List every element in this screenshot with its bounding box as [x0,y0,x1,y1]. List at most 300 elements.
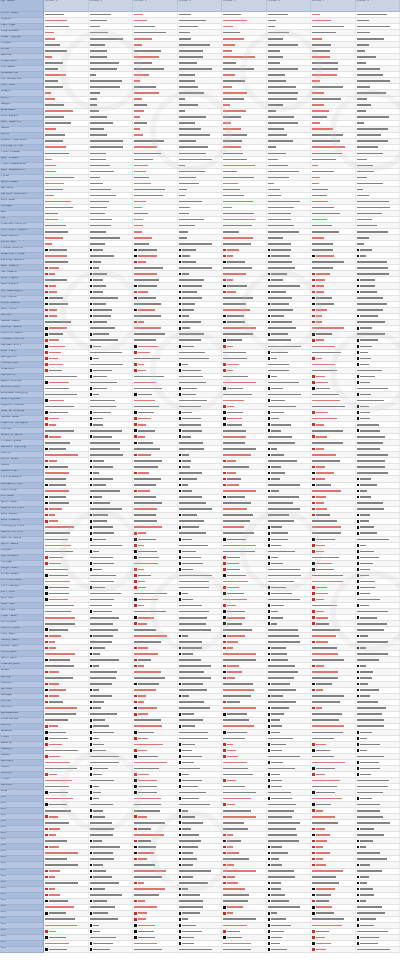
cell-text [134,949,162,951]
cell-text [90,454,123,456]
cell-text [90,490,120,492]
feature-marker-icon [268,526,271,529]
row-label: End [0,893,44,899]
cell-text [93,291,103,293]
cell-text [357,460,385,462]
cell-text [360,327,372,329]
feature-marker-icon [312,508,315,511]
cell-text [134,689,156,691]
cell-text [179,110,185,112]
cell-text [223,629,252,631]
row-label: Airbags [0,205,44,211]
cell-text [179,32,190,34]
cell-text [223,551,255,553]
cell-text [360,406,369,408]
cell-text [138,430,155,432]
cell-text [360,418,370,420]
cell-text [223,225,252,227]
feature-marker-icon [268,749,271,752]
cell-text [357,44,369,46]
feature-marker-icon [45,592,48,595]
feature-marker-icon [268,773,271,776]
cell-text [90,213,105,215]
cell-text [271,388,283,390]
feature-marker-icon [45,556,48,559]
feature-marker-icon [357,405,360,408]
cell-text [179,587,209,589]
cell-text [271,943,280,945]
cell-text [93,798,99,800]
cell-text [268,906,300,908]
feature-marker-icon [179,779,182,782]
row-label: End [0,844,44,850]
feature-marker-icon [90,315,93,318]
row-label: Verdict [0,706,44,712]
cell-text [271,563,283,565]
cell-text [357,816,383,818]
cell-text [268,201,300,203]
feature-marker-icon [90,948,93,951]
column-header[interactable]: Column 4 [178,0,223,12]
cell-text [227,912,233,914]
row-label: Width [0,97,44,103]
feature-marker-icon [45,267,48,270]
cell-text [45,581,70,583]
column-header[interactable]: Column 7 [311,0,356,12]
cell-text [357,472,388,474]
cell-text [182,786,198,788]
cell-text [271,774,280,776]
row-label: Alternative [0,718,44,724]
cell-text [357,388,388,390]
cell-text [49,382,69,384]
cell-text [271,532,288,534]
feature-marker-icon [45,520,48,523]
cell-text [268,225,294,227]
row-label: Engine [0,18,44,24]
cell-text [45,44,60,46]
row-label: Armrest [0,549,44,555]
feature-marker-icon [223,743,226,746]
feature-marker-icon [134,586,137,589]
cell-text [90,68,117,70]
cell-text [90,364,123,366]
cell-text [182,388,197,390]
feature-marker-icon [134,665,137,668]
cell-text [134,122,147,124]
feature-marker-icon [312,538,315,541]
feature-marker-icon [134,285,137,288]
cell-text [182,490,192,492]
cell-text [271,780,282,782]
cell-text [134,195,163,197]
feature-marker-icon [179,743,182,746]
feature-marker-icon [223,279,226,282]
cell-text [90,297,118,299]
cell-text [49,339,59,341]
table-cell [311,947,356,953]
cell-text [179,677,211,679]
cell-text [179,219,204,221]
feature-marker-icon [134,604,137,607]
cell-text [134,563,158,565]
cell-text [45,653,75,655]
cell-text [360,532,377,534]
cell-text [357,26,390,28]
cell-text [360,768,380,770]
cell-text [45,122,71,124]
cell-text [223,86,232,88]
cell-text [312,50,330,52]
cell-text [271,412,284,414]
cell-text [134,80,140,82]
feature-marker-icon [357,544,360,547]
cell-text [45,237,63,239]
cell-text [227,460,236,462]
cell-text [268,104,283,106]
cell-text [268,701,296,703]
row-label: Heated seats [0,320,44,326]
feature-marker-icon [134,924,137,927]
cell-text [312,110,329,112]
row-label: Top speed [0,66,44,72]
feature-marker-icon [268,375,271,378]
cell-text [138,738,148,740]
feature-marker-icon [90,520,93,523]
column-header[interactable]: Column 6 [267,0,312,12]
feature-marker-icon [223,846,226,849]
feature-marker-icon [268,411,271,414]
feature-marker-icon [223,423,226,426]
cell-text [179,38,191,40]
cell-text [268,502,293,504]
column-header[interactable]: Column 8 [356,0,400,12]
row-label: Paddle shifters [0,507,44,513]
feature-marker-icon [223,363,226,366]
row-label: Colours [0,772,44,778]
cell-text [134,50,161,52]
cell-text [312,460,340,462]
feature-marker-icon [134,363,137,366]
feature-marker-icon [312,743,315,746]
cell-text [93,816,105,818]
cell-text [223,442,245,444]
row-label: Options [0,688,44,694]
cell-text [312,364,335,366]
cell-text [90,110,99,112]
feature-marker-icon [45,791,48,794]
cell-text [316,339,324,341]
feature-marker-icon [134,840,137,843]
cell-text [271,430,281,432]
cell-text [360,376,375,378]
cell-text [316,376,325,378]
feature-marker-icon [179,761,182,764]
cell-text [93,412,111,414]
cell-text [312,653,338,655]
cell-text [316,641,328,643]
cell-text [182,593,188,595]
feature-marker-icon [179,556,182,559]
cell-text [93,888,105,890]
row-label: End [0,808,44,814]
cell-text [223,394,252,396]
feature-marker-icon [179,942,182,945]
cell-text [357,333,385,335]
cell-text [182,653,193,655]
cell-text [90,599,114,601]
cell-text [316,273,330,275]
cell-text [312,701,340,703]
cell-text [93,900,107,902]
cell-text [182,744,195,746]
row-label: Updated [0,730,44,736]
cell-text [360,520,369,522]
feature-marker-icon [90,478,93,481]
cell-text [357,725,384,727]
row-label: Consumption [0,72,44,78]
cell-text [312,738,334,740]
cell-text [90,140,123,142]
feature-marker-icon [45,647,48,650]
column-header[interactable]: Column 5 [222,0,267,12]
row-label: Tyre pressure [0,476,44,482]
cell-text [179,86,198,88]
cell-text [138,713,148,715]
cell-text [134,653,158,655]
cell-text [179,50,203,52]
cell-text [179,267,212,269]
cell-text [49,460,57,462]
feature-marker-icon [45,731,48,734]
feature-marker-icon [90,333,93,336]
cell-text [316,255,334,257]
feature-marker-icon [357,882,360,885]
feature-marker-icon [268,532,271,535]
cell-text [90,575,116,577]
feature-marker-icon [134,454,137,457]
cell-text [138,346,158,348]
cell-text [271,937,282,939]
cell-text [134,822,165,824]
cell-text [357,219,372,221]
feature-marker-icon [223,936,226,939]
cell-text [357,436,385,438]
cell-text [357,153,383,155]
cell-text [312,56,330,58]
feature-marker-icon [45,466,48,469]
feature-marker-icon [223,249,226,252]
feature-marker-icon [268,900,271,903]
cell-text [182,309,194,311]
cell-text [360,430,380,432]
feature-marker-icon [90,502,93,505]
cell-text [223,153,243,155]
feature-marker-icon [45,460,48,463]
cell-text [138,925,155,927]
cell-text [357,424,379,426]
column-header[interactable]: Column 2 [89,0,134,12]
feature-marker-icon [357,761,360,764]
cell-text [45,472,69,474]
cell-text [45,810,71,812]
feature-marker-icon [268,315,271,318]
cell-text [182,846,198,848]
feature-marker-icon [312,562,315,565]
feature-marker-icon [223,460,226,463]
cell-text [227,611,245,613]
cell-text [182,828,191,830]
cell-text [179,333,204,335]
feature-marker-icon [45,912,48,915]
cell-text [223,925,247,927]
column-header[interactable]: Column 1 [44,0,89,12]
feature-marker-icon [179,526,182,529]
cell-text [138,545,144,547]
cell-text [138,569,144,571]
cell-text [223,689,254,691]
cell-text [90,171,114,173]
cell-text [271,291,286,293]
feature-marker-icon [90,610,93,613]
row-label: Tech pack [0,633,44,639]
feature-marker-icon [312,598,315,601]
row-label: Blind spot [0,241,44,247]
column-header[interactable]: Column 3 [133,0,178,12]
feature-marker-icon [357,647,360,650]
cell-text [45,38,55,40]
cell-text [45,207,73,209]
cell-text [227,882,238,884]
cell-text [90,134,107,136]
cell-text [268,382,299,384]
feature-marker-icon [268,538,271,541]
cell-text [134,520,157,522]
cell-text [179,575,212,577]
feature-marker-icon [268,333,271,336]
cell-text [316,840,327,842]
feature-marker-icon [223,779,226,782]
cell-text [223,68,254,70]
cell-text [45,822,69,824]
cell-text [45,406,74,408]
row-label: Style pack [0,651,44,657]
cell-text [357,611,388,613]
feature-marker-icon [45,333,48,336]
cell-text [268,146,276,148]
cell-text [312,605,337,607]
feature-marker-icon [45,755,48,758]
table-cell [267,947,312,953]
cell-text [357,92,386,94]
cell-text [271,478,280,480]
cell-text [138,937,155,939]
feature-marker-icon [268,303,271,306]
feature-marker-icon [223,755,226,758]
feature-marker-icon [357,550,360,553]
cell-text [223,659,256,661]
row-label: Package [0,694,44,700]
feature-marker-icon [268,610,271,613]
row-label: Parking sensors [0,259,44,265]
cell-text [90,183,103,185]
cell-text [227,937,242,939]
cell-text [45,98,55,100]
cell-text [90,400,115,402]
cell-text [179,68,212,70]
cell-text [49,659,70,661]
cell-text [93,647,105,649]
feature-marker-icon [90,665,93,668]
cell-text [93,611,112,613]
cell-text [134,719,161,721]
feature-marker-icon [179,514,182,517]
feature-marker-icon [223,864,226,867]
cell-text [271,647,286,649]
cell-text [93,520,107,522]
cell-text [179,159,212,161]
cell-text [179,532,206,534]
cell-text [138,816,147,818]
cell-text [179,448,204,450]
cell-text [90,219,112,221]
feature-marker-icon [179,598,182,601]
row-label: Emergency call [0,483,44,489]
row-label: Rear brakes [0,157,44,163]
cell-text [268,50,280,52]
cell-text [271,611,278,613]
cell-text [357,321,385,323]
table-cell [89,947,134,953]
cell-text [179,738,208,740]
cell-text [138,912,147,914]
row-label: Bike rack [0,603,44,609]
feature-marker-icon [134,598,137,601]
cell-text [268,370,289,372]
cell-text [182,551,196,553]
cell-text [138,412,154,414]
cell-text [45,762,70,764]
feature-marker-icon [312,285,315,288]
cell-text [223,110,246,112]
cell-text [182,364,188,366]
feature-marker-icon [223,484,226,487]
cell-text [316,937,325,939]
feature-marker-icon [179,345,182,348]
feature-marker-icon [268,321,271,324]
cell-text [223,762,247,764]
cell-text [45,943,69,945]
feature-marker-icon [268,448,271,451]
cell-text [268,110,276,112]
feature-marker-icon [45,514,48,517]
cell-text [271,472,285,474]
cell-text [134,593,167,595]
feature-marker-icon [223,285,226,288]
cell-text [134,62,152,64]
table-cell [133,947,178,953]
feature-marker-icon [179,930,182,933]
row-label: End [0,917,44,923]
cell-text [223,177,254,179]
cell-text [182,876,193,878]
cell-text [93,876,112,878]
row-label: Spare wheel [0,181,44,187]
cell-text [49,774,57,776]
cell-text [93,707,101,709]
row-label: End [0,862,44,868]
feature-marker-icon [179,490,182,493]
